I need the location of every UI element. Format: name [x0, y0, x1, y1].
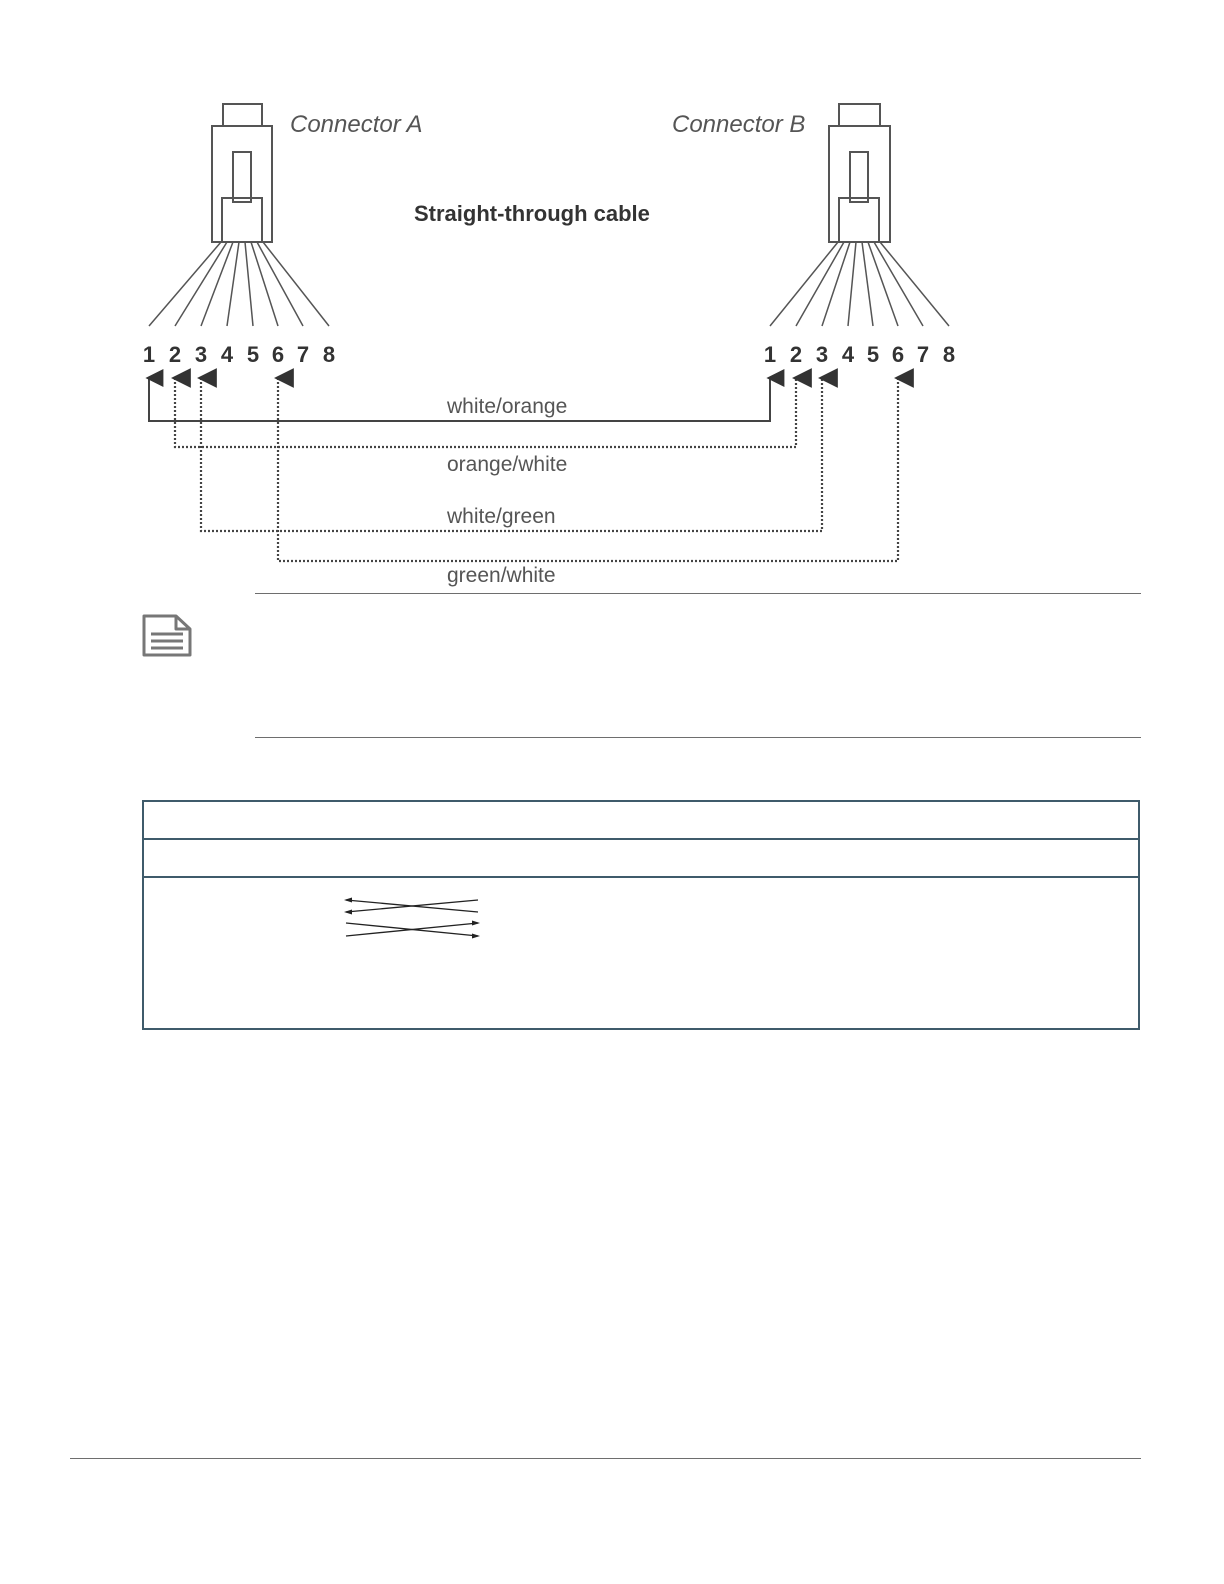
connector-a-plug — [212, 104, 272, 242]
connector-a-pin-8: 8 — [322, 342, 336, 367]
fanout-wire — [880, 242, 949, 326]
connector-a-pin-5: 5 — [246, 342, 260, 367]
fanout-wire — [848, 242, 856, 326]
wire-label: green/white — [447, 564, 556, 587]
connector-b-pin-2: 2 — [789, 342, 803, 367]
table-header-row — [144, 802, 1138, 840]
connector-a-pin-numbers — [143, 342, 335, 367]
connector-b-pin-8: 8 — [942, 342, 956, 367]
wire-label: white/green — [447, 505, 556, 528]
connector-b-pin-4: 4 — [841, 342, 855, 367]
fanout-wire — [149, 242, 221, 326]
connector-a-label: Connector A — [290, 111, 423, 138]
note-bottom-rule — [255, 737, 1141, 738]
connector-a-pin-6: 6 — [271, 342, 285, 367]
connector-b-pin-7: 7 — [916, 342, 930, 367]
fanout-wire — [874, 242, 923, 326]
diagram-title: Straight-through cable — [414, 201, 650, 226]
connector-a-pin-3: 3 — [194, 342, 208, 367]
table-body-row — [144, 878, 1138, 1028]
connector-a-pin-1: 1 — [142, 342, 156, 367]
note-document-icon — [140, 612, 194, 660]
connector-b-fanout — [770, 242, 949, 326]
connector-a-pin-7: 7 — [296, 342, 310, 367]
connector-a-pin-4: 4 — [220, 342, 234, 367]
connector-b-pin-1: 1 — [763, 342, 777, 367]
connector-b-pin-3: 3 — [815, 342, 829, 367]
straight-through-cable-diagram — [0, 0, 1224, 600]
connector-b-pin-6: 6 — [891, 342, 905, 367]
fanout-wire — [868, 242, 898, 326]
fanout-wire — [245, 242, 253, 326]
note-top-rule — [255, 593, 1141, 594]
connector-b-pin-5: 5 — [866, 342, 880, 367]
connector-b-label: Connector B — [672, 111, 806, 138]
fanout-wire — [862, 242, 873, 326]
footer-rule — [70, 1458, 1141, 1459]
table-subheader-row — [144, 840, 1138, 878]
connector-b-pin-numbers — [764, 342, 955, 367]
connector-a-pin-2: 2 — [168, 342, 182, 367]
connector-a-fanout — [149, 242, 329, 326]
wire-label: white/orange — [447, 395, 568, 418]
fanout-wire — [175, 242, 227, 326]
wire-green-white — [278, 378, 898, 561]
connector-b-plug — [829, 104, 890, 242]
cable-pinout-table — [142, 800, 1140, 1030]
wire-label: orange/white — [447, 453, 568, 476]
crossover-arrows-icon — [342, 890, 482, 940]
